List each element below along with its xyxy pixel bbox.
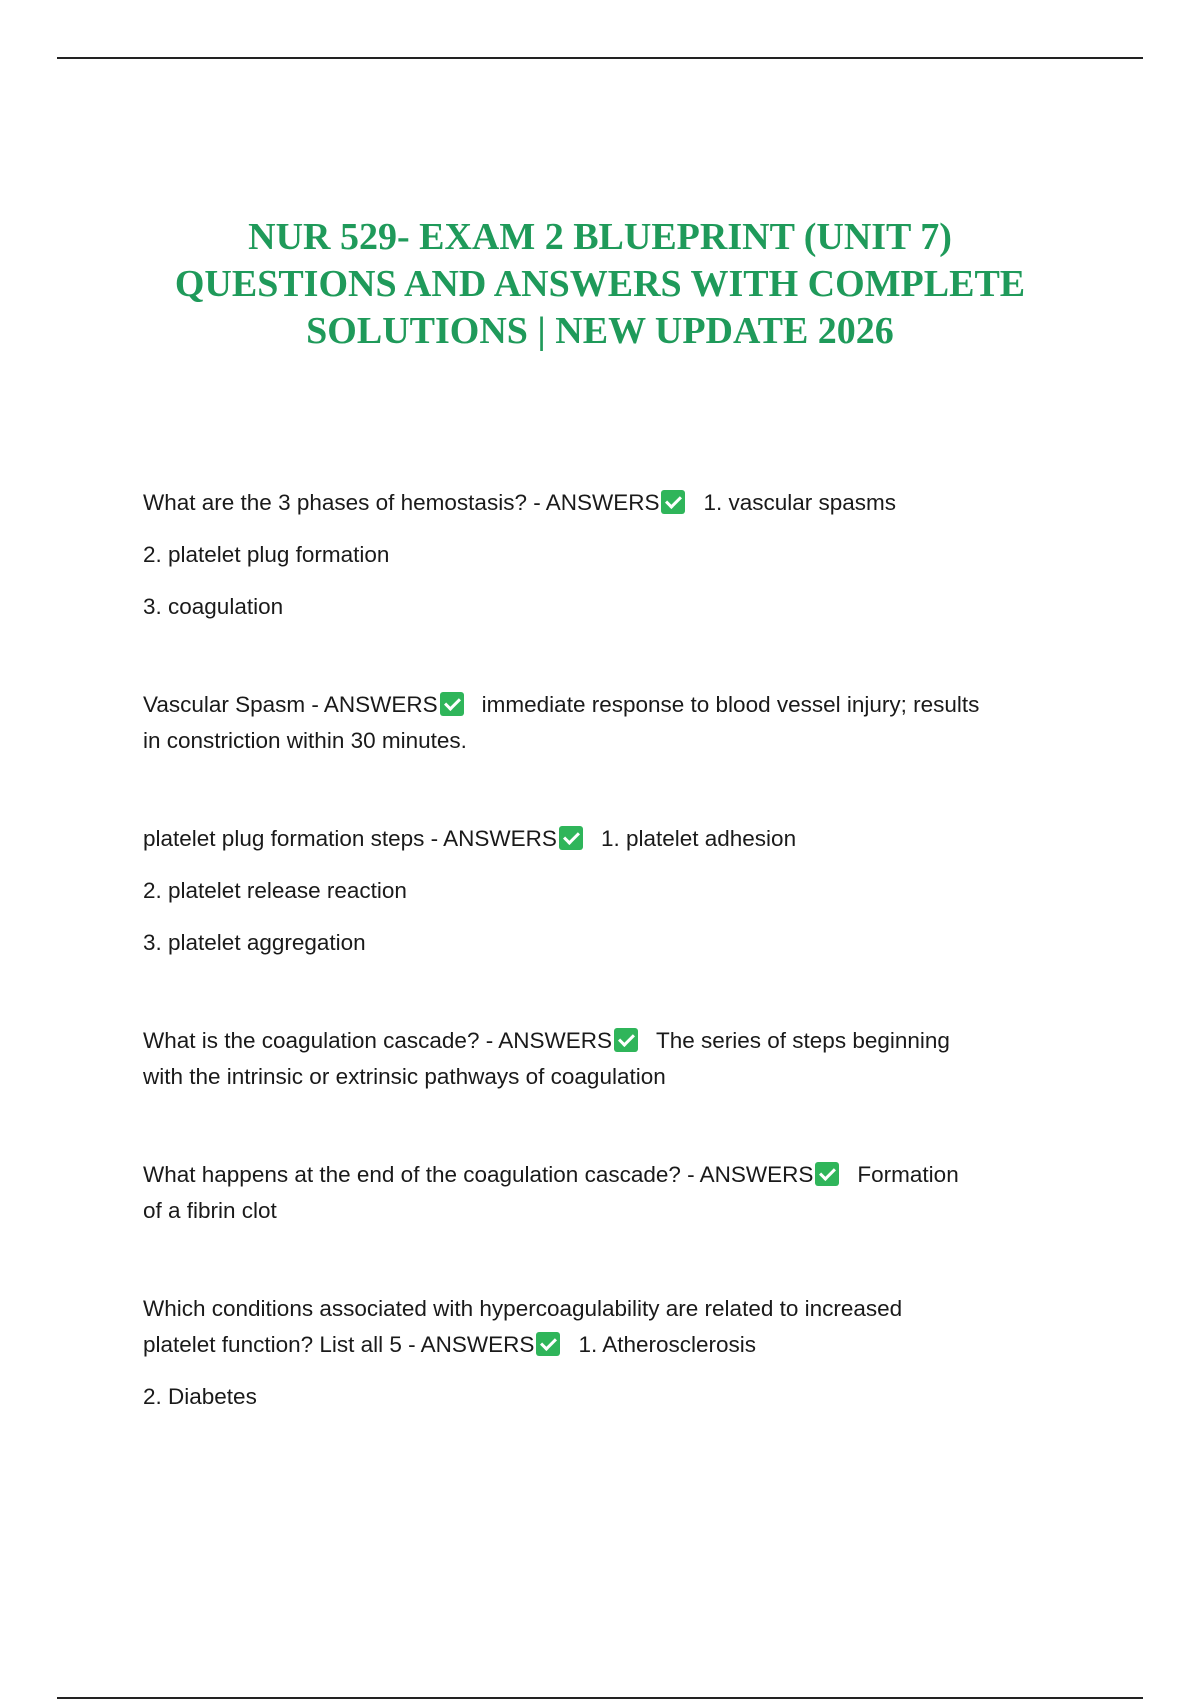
check-box-icon [440, 692, 464, 716]
title-line-1: NUR 529- EXAM 2 BLUEPRINT (UNIT 7) [248, 216, 952, 258]
title-line-3: SOLUTIONS | NEW UPDATE 2026 [306, 310, 894, 352]
question-text: platelet plug formation steps - ANSWERS [143, 826, 557, 851]
answer-line: 3. platelet aggregation [143, 930, 366, 955]
answer-continuation: of a fibrin clot [143, 1198, 277, 1223]
answer-line: 3. coagulation [143, 594, 284, 619]
question-line [143, 1023, 1073, 1059]
answer-text: The series of steps beginning [655, 1028, 950, 1053]
answer-text: Formation [857, 1162, 959, 1187]
document-title [100, 214, 1100, 355]
answer-line: 2. platelet plug formation [143, 542, 390, 567]
check-box-icon [536, 1332, 560, 1356]
question-text: platelet function? List all 5 - ANSWERS [143, 1332, 535, 1357]
question-line: Which conditions associated with hypercoagulability are related to increased [143, 1296, 903, 1321]
question-line [143, 485, 1073, 521]
question-text: Vascular Spasm - ANSWERS [143, 692, 438, 717]
answer-line: 2. platelet release reaction [143, 878, 407, 903]
check-box-icon [559, 826, 583, 850]
answer-text: 1. Atherosclerosis [578, 1332, 757, 1357]
answer-text: 1. vascular spasms [703, 490, 897, 515]
answer-line: 2. Diabetes [143, 1384, 257, 1409]
question-text: What is the coagulation cascade? - ANSWERS [143, 1028, 612, 1053]
top-rule [57, 57, 1143, 59]
qa-item [143, 1157, 1073, 1229]
question-text: What are the 3 phases of hemostasis? - ANSWERS [143, 490, 660, 515]
title-line-2: QUESTIONS AND ANSWERS WITH COMPLETE [174, 263, 1026, 305]
question-line [143, 1327, 1073, 1363]
answer-text: immediate response to blood vessel injury; results [481, 692, 980, 717]
answer-continuation: with the intrinsic or extrinsic pathways of coagulation [143, 1064, 666, 1089]
qa-item [143, 821, 1073, 961]
qa-list [143, 485, 1073, 1415]
qa-item [143, 1291, 1073, 1415]
check-box-icon [661, 490, 685, 514]
qa-item [143, 687, 1073, 759]
qa-item [143, 1023, 1073, 1095]
bottom-rule [57, 1697, 1143, 1699]
answer-text: 1. platelet adhesion [600, 826, 797, 851]
question-line [143, 821, 1073, 857]
qa-item [143, 485, 1073, 625]
answer-continuation: in constriction within 30 minutes. [143, 728, 467, 753]
question-line [143, 687, 1073, 723]
check-box-icon [815, 1162, 839, 1186]
question-text: What happens at the end of the coagulation cascade? - ANSWERS [143, 1162, 814, 1187]
question-line [143, 1157, 1073, 1193]
check-box-icon [614, 1028, 638, 1052]
